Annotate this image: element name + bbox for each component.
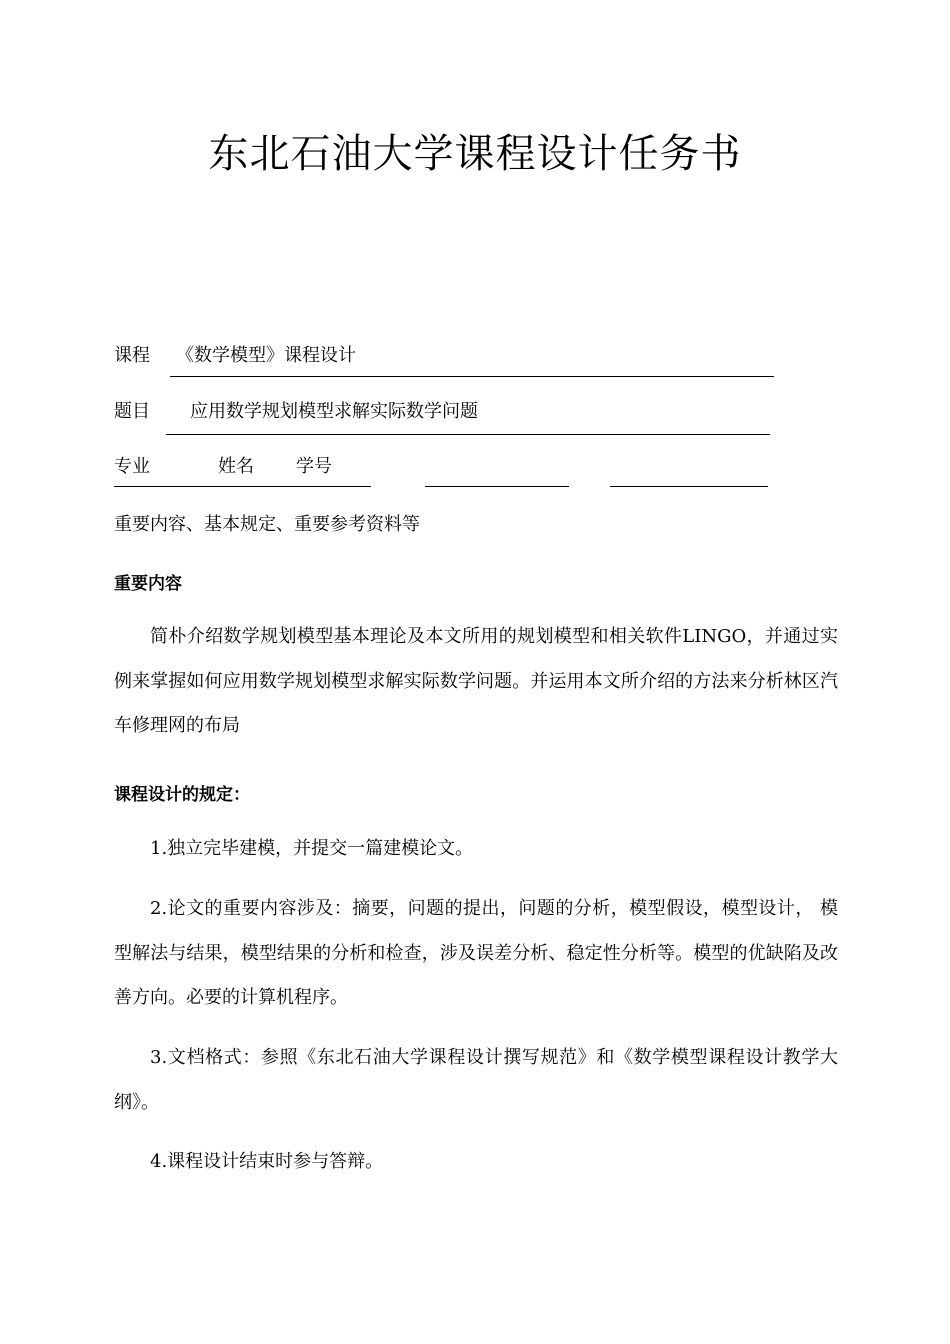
major-underline (114, 486, 371, 487)
content-heading: 重要内容 (114, 574, 182, 594)
requirement-item-1: 1.独立完毕建模，并提交一篇建模论文。 (150, 838, 474, 859)
requirement-item-3: 3.文档格式：参照《东北石油大学课程设计撰写规范》和《数学模型课程设计教学大纲》。 (114, 1047, 838, 1113)
name-underline (425, 486, 569, 487)
student-id-label: 学号 (296, 456, 332, 477)
topic-underline (166, 434, 770, 435)
content-paragraph: 简朴介绍数学规划模型基本理论及本文所用的规划模型和相关软件LINGO，并通过实例来掌握如何应用数学规划模型求解实际数学问题。并运用本文所介绍的方法来分析林区汽车修理网的布局 (114, 626, 838, 736)
course-value: 《数学模型》课程设计 (176, 345, 356, 366)
section-intro: 重要内容、基本规定、重要参考资料等 (114, 514, 420, 535)
page-title: 东北石油大学课程设计任务书 (208, 131, 742, 177)
course-underline (170, 376, 774, 377)
name-label: 姓名 (218, 456, 254, 477)
requirement-item-2: 2.论文的重要内容涉及：摘要，问题的提出，问题的分析，模型假设，模型设计， 模型解法与结果，模型结果的分析和检查，涉及误差分析、稳定性分析等。模型的优缺陷及改善方向。必要的计算机程序。 (114, 898, 838, 1008)
student-id-underline (610, 486, 768, 487)
requirement-item-4: 4.课程设计结束时参与答辩。 (150, 1151, 384, 1172)
topic-label: 题目 (114, 401, 150, 422)
topic-value: 应用数学规划模型求解实际数学问题 (190, 401, 478, 422)
course-label: 课程 (114, 345, 150, 366)
requirements-heading: 课程设计的规定： (114, 785, 250, 805)
major-label: 专业 (114, 456, 150, 477)
